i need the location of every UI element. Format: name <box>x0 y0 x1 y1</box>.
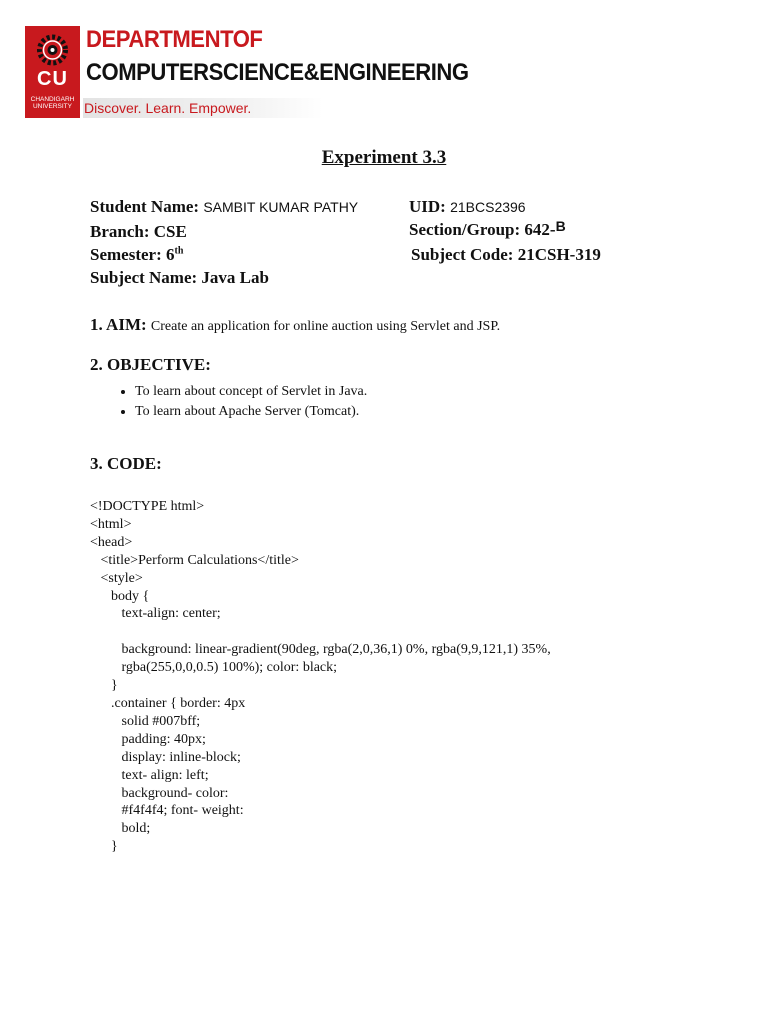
code-line: solid #007bff; <box>90 713 201 729</box>
code-line: #f4f4f4; font- weight: <box>90 803 244 819</box>
subject-name: Subject Name: Java Lab <box>90 268 269 287</box>
student-name-label: Student Name: <box>90 197 200 216</box>
code-heading: 3. CODE: <box>90 454 162 473</box>
university-logo <box>25 26 80 118</box>
department-header <box>25 26 469 120</box>
semester-row <box>90 245 183 265</box>
aim-row <box>90 315 500 335</box>
objective-heading: 2. OBJECTIVE: <box>90 355 211 374</box>
logo-university-name: CHANDIGARH UNIVERSITY <box>30 96 75 110</box>
code-line: body { <box>90 588 150 604</box>
uid-label: UID: <box>409 197 446 216</box>
code-block <box>90 498 551 856</box>
code-line: background: linear-gradient(90deg, rgba(2,0,36,1) 0%, rgba(9,9,121,1) 35%, <box>90 642 551 658</box>
code-line: display: inline-block; <box>90 749 241 765</box>
student-name-row <box>90 197 358 217</box>
code-line: <head> <box>90 534 133 550</box>
code-line: background- color: <box>90 785 229 801</box>
code-line: <html> <box>90 516 132 532</box>
code-line: padding: 40px; <box>90 731 206 747</box>
branch: Branch: CSE <box>90 222 187 241</box>
semester-suffix: th <box>174 245 184 257</box>
subject-code: Subject Code: 21CSH-319 <box>411 245 601 264</box>
code-line: <!DOCTYPE html> <box>90 499 205 514</box>
code-line: text- align: left; <box>90 767 209 783</box>
code-line <box>90 623 551 641</box>
section-value: B <box>555 218 566 234</box>
logo-monogram: CU <box>37 68 68 90</box>
code-line: bold; <box>90 821 151 837</box>
objective-list <box>90 382 367 422</box>
code-line: rgba(255,0,0,0.5) 100%); color: black; <box>90 660 338 676</box>
code-line: .container { border: 4px <box>90 695 246 711</box>
aim-text: Create an application for online auction using Servlet and JSP. <box>150 319 501 334</box>
department-title-line1: DEPARTMENTOF <box>86 26 263 53</box>
list-item: • To learn about Apache Server (Tomcat). <box>135 402 367 422</box>
list-item: • To learn about concept of Servlet in Java. <box>135 382 367 402</box>
section-row <box>409 220 566 240</box>
code-line: } <box>90 839 118 855</box>
uid-row <box>409 197 526 217</box>
code-line: text-align: center; <box>90 606 221 622</box>
department-title-line2: COMPUTERSCIENCE&ENGINEERING <box>86 59 469 86</box>
experiment-title: Experiment 3.3 <box>321 147 447 168</box>
code-line: } <box>90 678 118 694</box>
student-name-value: SAMBIT KUMAR PATHY <box>203 199 359 215</box>
semester-label: Semester: 6 <box>90 245 175 264</box>
gear-emblem-icon <box>32 30 73 70</box>
code-line: <title>Perform Calculations</title> <box>90 552 299 568</box>
tagline: Discover. Learn. Empower. <box>84 100 252 116</box>
section-label: Section/Group: 642- <box>409 220 556 239</box>
code-line: <style> <box>90 570 143 586</box>
aim-heading: 1. AIM: <box>90 315 147 334</box>
uid-value: 21BCS2396 <box>450 199 526 215</box>
